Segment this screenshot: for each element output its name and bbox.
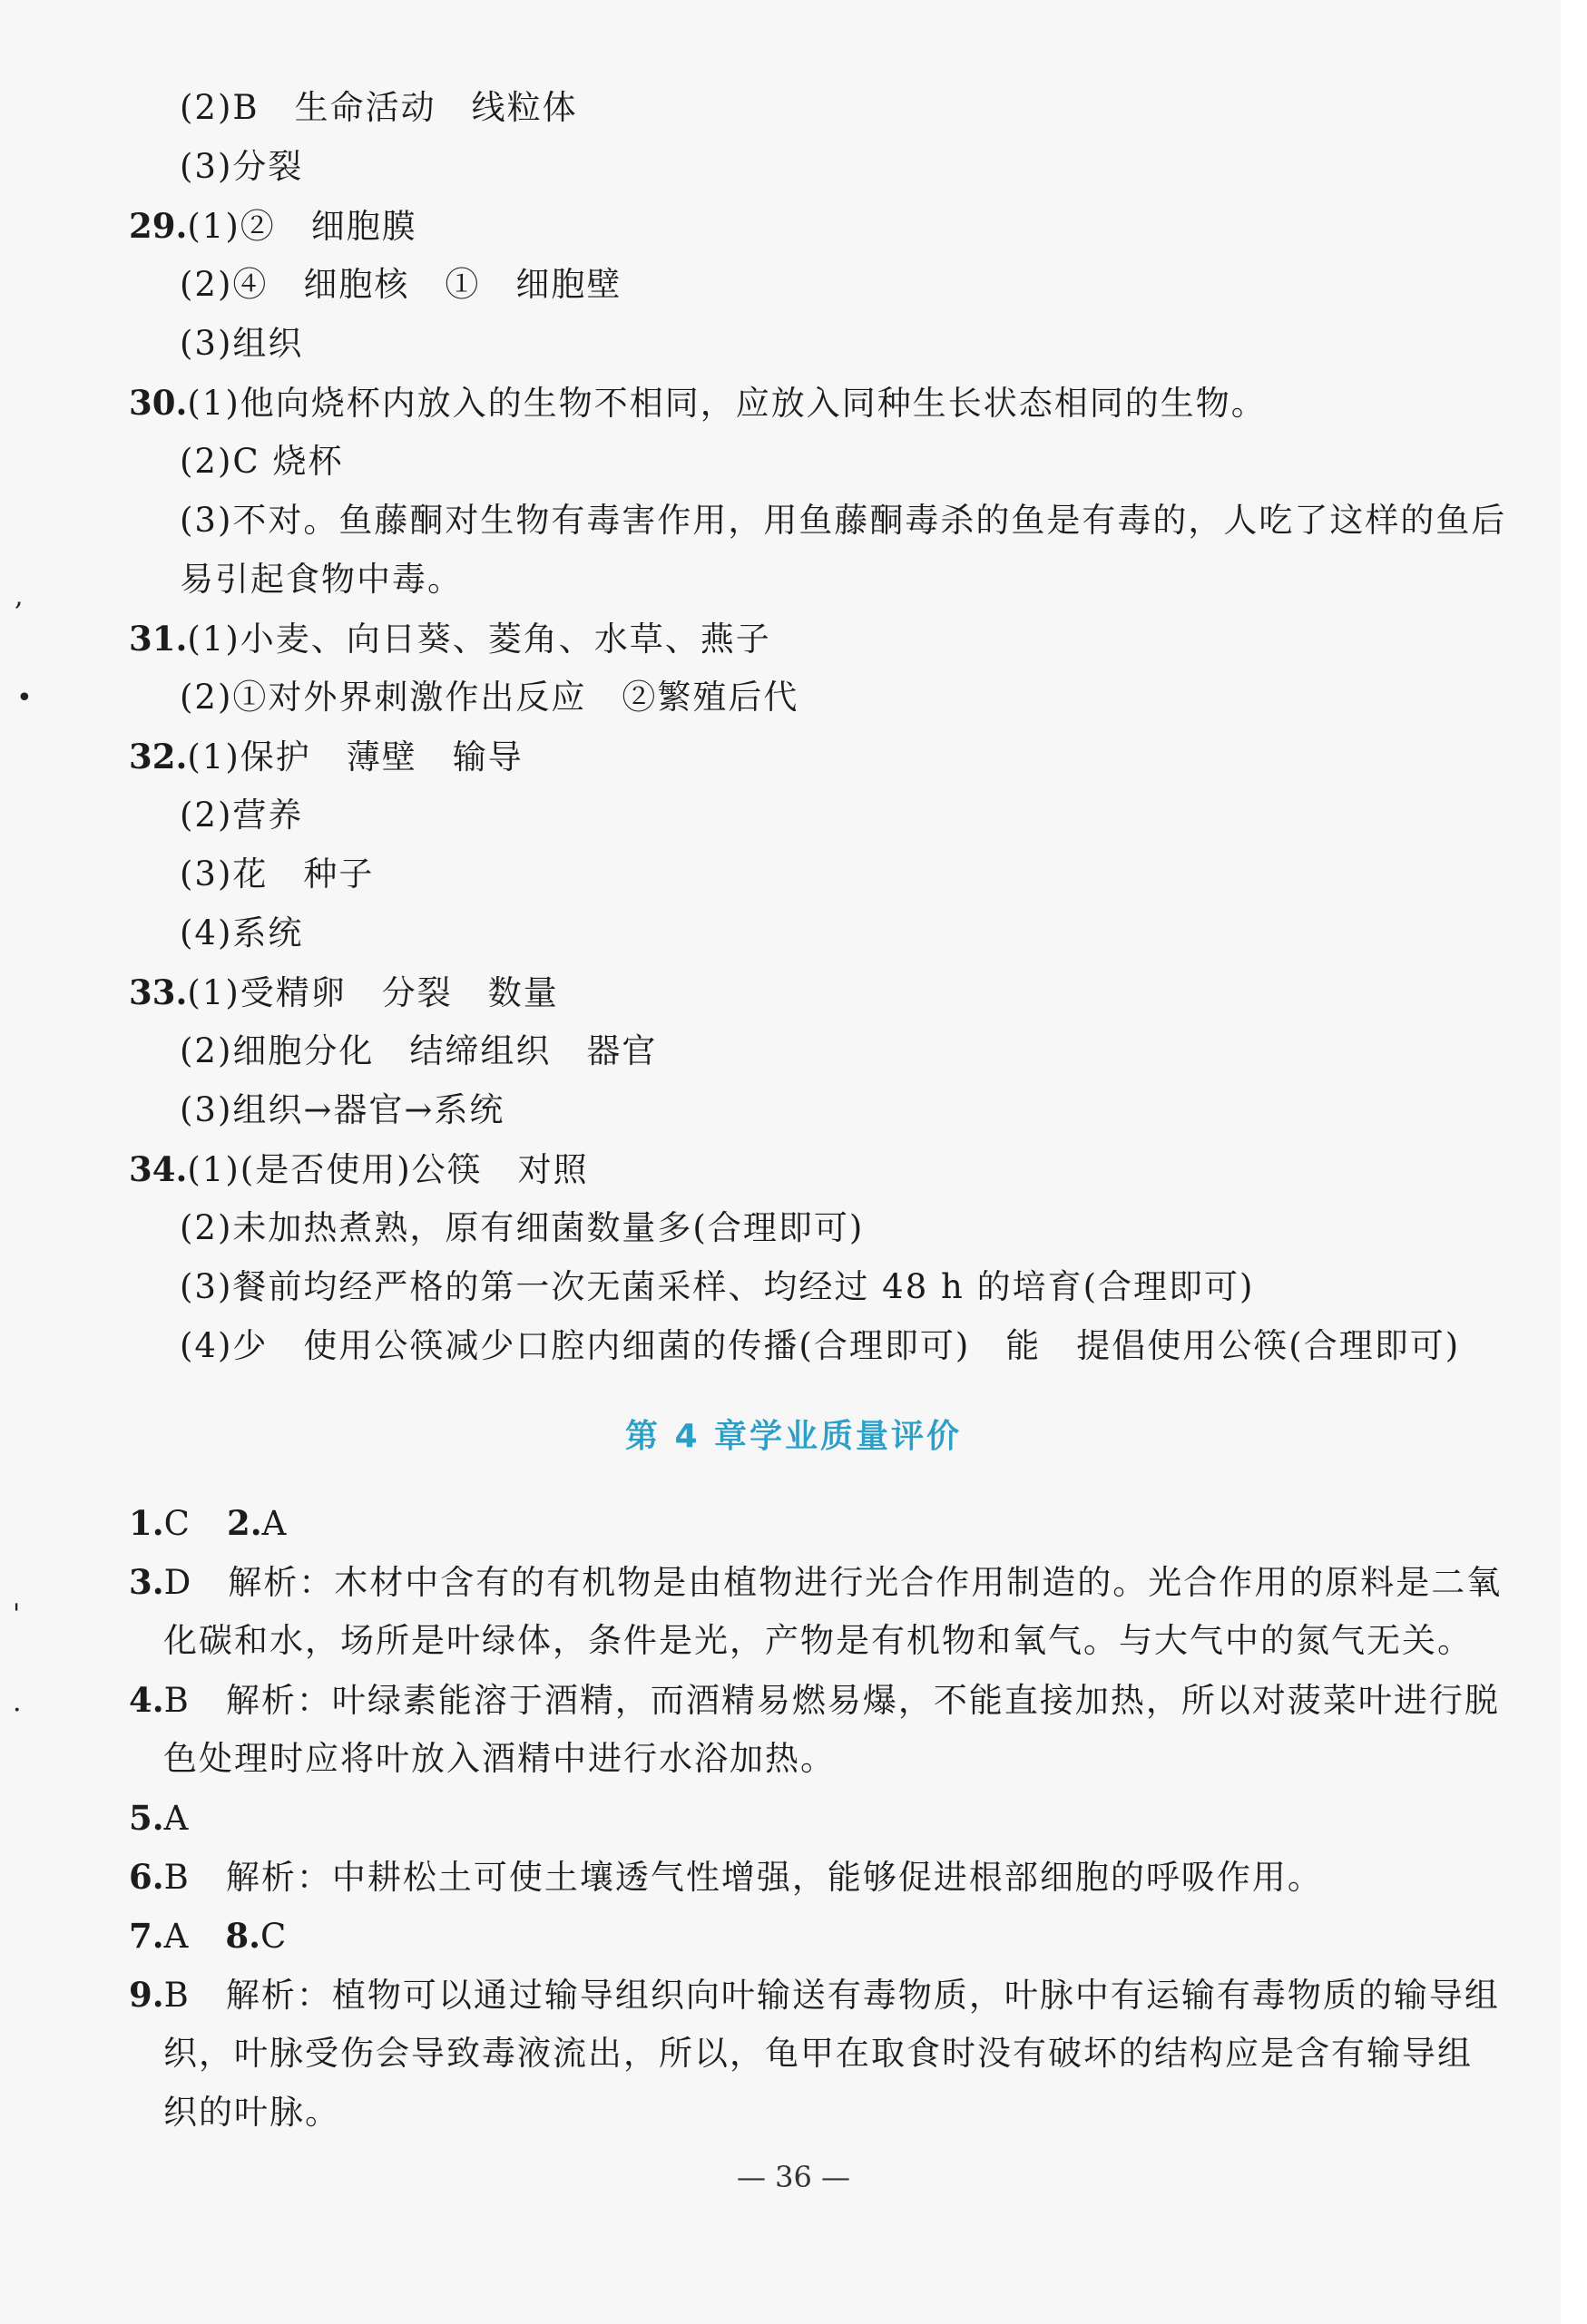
answer-line: (3)不对。鱼藤酮对生物有毒害作用，用鱼藤酮毒杀的鱼是有毒的，人吃了这样的鱼后 <box>180 501 1507 540</box>
question-number: 32. <box>129 737 188 776</box>
question-number: 9. <box>129 1975 164 2015</box>
question-7-8: 7.A 8.C <box>129 1916 289 1956</box>
answer-line: (2)④ 细胞核 ① 细胞壁 <box>180 265 622 304</box>
answer-line: (2)C 烧杯 <box>180 442 344 481</box>
answer-line: 织的叶脉。 <box>163 2093 340 2132</box>
margin-mark: · <box>13 1694 22 1726</box>
question-34: 34.(1)(是否使用)公筷 对照 <box>129 1149 589 1189</box>
section-heading: 第 4 章学业质量评价 <box>624 1418 963 1455</box>
question-number: 5. <box>129 1798 164 1838</box>
question-number: 6. <box>129 1857 164 1897</box>
question-4: 4.B 解析：叶绿素能溶于酒精，而酒精易燃易爆，不能直接加热，所以对菠菜叶进行脱 <box>129 1680 1500 1720</box>
question-5: 5.A <box>129 1798 191 1838</box>
question-number: 31. <box>129 619 188 659</box>
page-number: — 36 — <box>736 2160 851 2194</box>
question-6: 6.B 解析：中耕松土可使土壤透气性增强，能够促进根部细胞的呼吸作用。 <box>129 1857 1323 1897</box>
question-31: 31.(1)小麦、向日葵、菱角、水草、燕子 <box>129 619 771 659</box>
answer-line: 易引起食物中毒。 <box>180 560 463 599</box>
answer-line: 色处理时应将叶放入酒精中进行水浴加热。 <box>163 1739 836 1778</box>
question-29: 29.(1)② 细胞膜 <box>129 206 417 246</box>
question-1-2: 1.C 2.A <box>129 1503 289 1543</box>
question-number: 1. <box>129 1503 164 1543</box>
margin-mark: • <box>16 682 33 714</box>
margin-mark: ' <box>13 1598 21 1630</box>
question-number: 30. <box>129 383 188 423</box>
answer-line: 化碳和水，场所是叶绿体，条件是光，产物是有机物和氧气。与大气中的氮气无关。 <box>163 1621 1473 1660</box>
question-32: 32.(1)保护 薄壁 输导 <box>129 737 524 776</box>
question-33: 33.(1)受精卵 分裂 数量 <box>129 972 559 1012</box>
answer-line: (3)分裂 <box>180 147 304 186</box>
answer-line: (2)①对外界刺激作出反应 ②繁殖后代 <box>180 678 799 717</box>
answer-line: (2)未加热煮熟，原有细菌数量多(合理即可) <box>180 1208 865 1247</box>
question-number: 2. <box>226 1503 262 1543</box>
answer-line: (2)营养 <box>180 796 304 835</box>
question-number: 34. <box>129 1149 188 1189</box>
answer-line: (2)B 生命活动 线粒体 <box>180 88 578 127</box>
question-number: 29. <box>129 206 188 246</box>
question-number: 3. <box>129 1562 164 1602</box>
question-30: 30.(1)他向烧杯内放入的生物不相同，应放入同种生长状态相同的生物。 <box>129 383 1267 423</box>
answer-line: (3)餐前均经严格的第一次无菌采样、均经过 48 h 的培育(合理即可) <box>180 1267 1255 1306</box>
margin-mark: , <box>15 581 24 612</box>
question-number: 4. <box>129 1680 164 1720</box>
question-number: 8. <box>225 1916 261 1956</box>
answer-line: (4)少 使用公筷减少口腔内细菌的传播(合理即可) 能 提倡使用公筷(合理即可) <box>180 1326 1461 1365</box>
question-3: 3.D 解析：木材中含有的有机物是由植物进行光合作用制造的。光合作用的原料是二氧 <box>129 1562 1503 1602</box>
answer-line: 织，叶脉受伤会导致毒液流出，所以，龟甲在取食时没有破坏的结构应是含有输导组 <box>163 2034 1473 2073</box>
answer-line: (3)组织 <box>180 324 304 363</box>
answer-line: (2)细胞分化 结缔组织 器官 <box>180 1031 658 1070</box>
question-number: 7. <box>129 1916 164 1956</box>
answer-line: (3)组织→器官→系统 <box>180 1090 505 1129</box>
question-number: 33. <box>129 972 188 1012</box>
question-9: 9.B 解析：植物可以通过输导组织向叶输送有毒物质，叶脉中有运输有毒物质的输导组 <box>129 1975 1500 2015</box>
answer-line: (3)花 种子 <box>180 854 375 893</box>
answer-line: (4)系统 <box>180 913 304 952</box>
